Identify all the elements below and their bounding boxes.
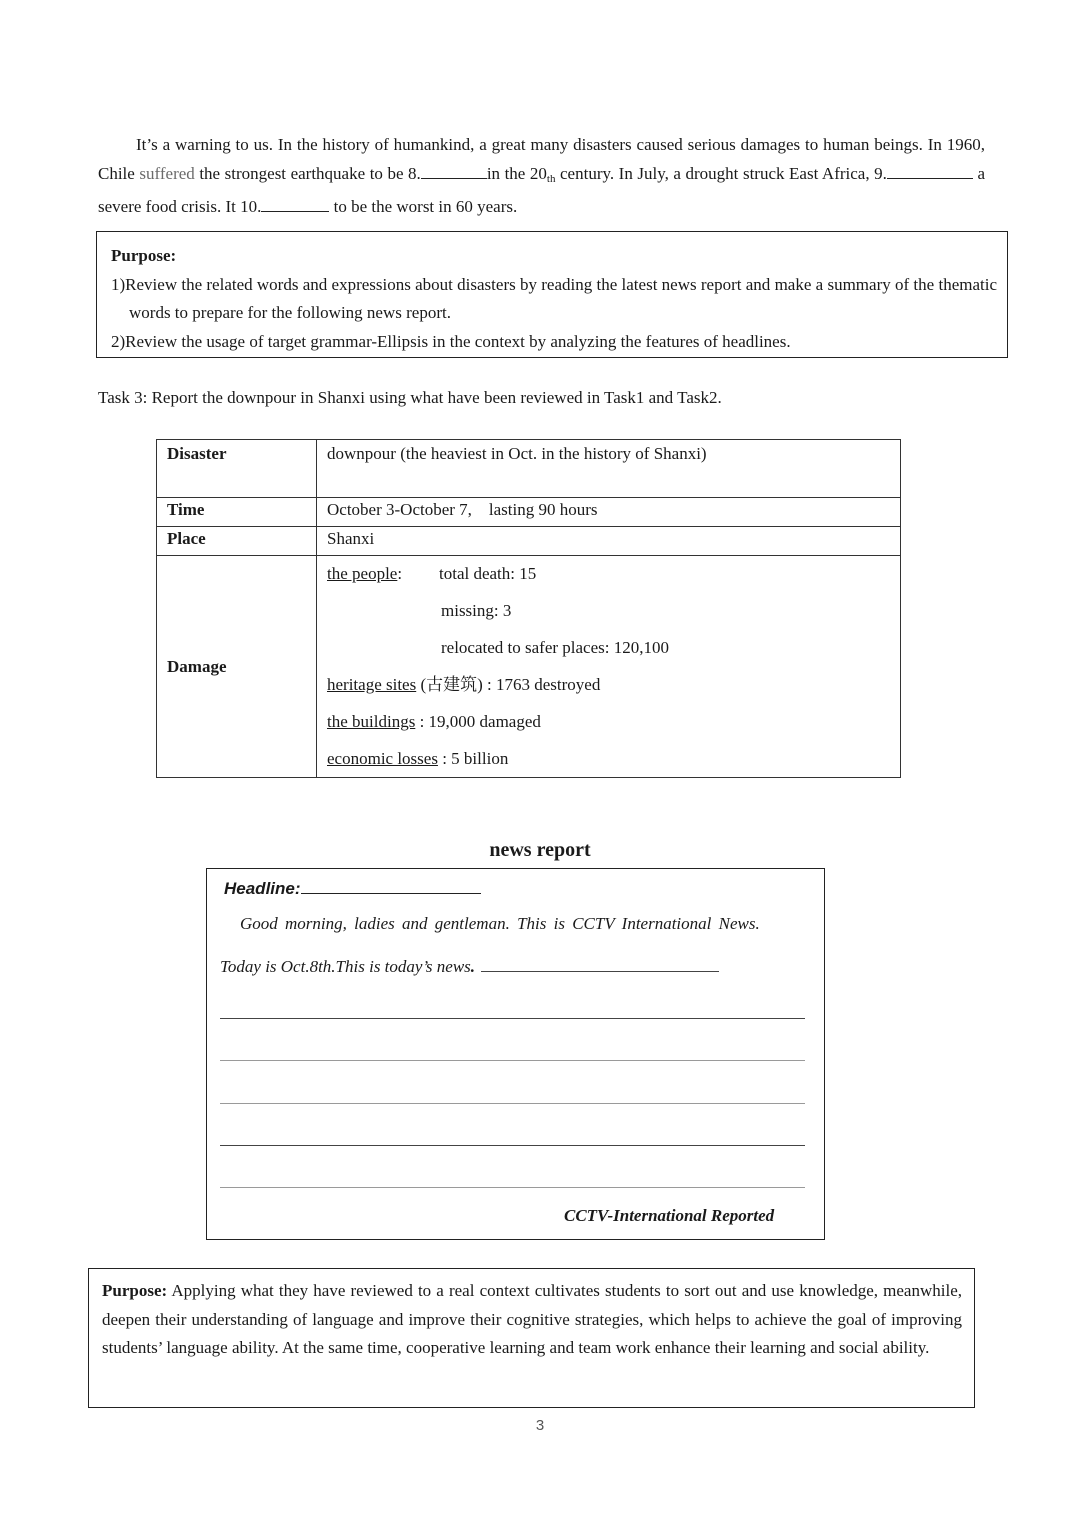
buildings-label: the buildings: [327, 712, 416, 731]
superscript-th: th: [546, 172, 556, 185]
blank-8[interactable]: [421, 163, 487, 179]
disaster-value: downpour (the heaviest in Oct. in the history of Shanxi): [317, 440, 901, 498]
damage-people-row: [327, 560, 890, 597]
writing-line[interactable]: [220, 1060, 805, 1061]
signoff: CCTV-International Reported: [564, 1206, 775, 1225]
place-value: Shanxi: [317, 527, 901, 556]
today-line: [220, 956, 719, 977]
purpose-apply-label: Purpose:: [102, 1281, 168, 1300]
table-row: [157, 498, 901, 527]
writing-line[interactable]: [220, 1103, 805, 1104]
losses-label: economic losses: [327, 749, 438, 768]
time-label: Time: [157, 498, 317, 527]
purpose-label: Purpose:: [111, 246, 177, 265]
purpose-review-box: [96, 231, 1008, 358]
headline-label: Headline:: [224, 879, 301, 898]
damage-details: [317, 556, 901, 778]
buildings-value: : 19,000 damaged: [415, 712, 541, 731]
place-label: Place: [157, 527, 317, 556]
purpose-apply-box: [88, 1268, 975, 1408]
people-label: the people: [327, 564, 398, 583]
table-row: [157, 556, 901, 778]
para-text-2: the strongest earthquake to be 8.: [194, 163, 421, 183]
disaster-label: Disaster: [157, 440, 317, 498]
writing-line[interactable]: [220, 1018, 805, 1019]
para-text-4: century. In July, a drought struck East Africa, 9.: [555, 163, 887, 183]
damage-heritage-row: [327, 671, 890, 708]
task3-instruction: Task 3: Report the downpour in Shanxi using what have been reviewed in Task1 and Task2.: [98, 388, 722, 407]
table-row: [157, 440, 901, 498]
purpose-item-1: 1)Review the related words and expressions about disasters by reading the latest news report and make a summary of the thematic words to prepare for the following news report.: [111, 274, 997, 322]
relocated: relocated to safer places: 120,100: [441, 638, 669, 657]
intro-paragraph: [98, 131, 985, 222]
total-death: total death: 15: [439, 564, 537, 583]
para-text-1: It’s a warning to us. In the history of humankind, a great many disasters caused serious damages to human beings. In 1960, Chile: [98, 135, 985, 183]
para-text-6: to be the worst in 60 years.: [329, 197, 518, 216]
headline-blank[interactable]: [301, 878, 481, 894]
heritage-value: (古建筑) : 1763 destroyed: [416, 675, 601, 694]
people-colon: :: [397, 564, 403, 583]
table-row: [157, 527, 901, 556]
writing-line[interactable]: [220, 1187, 805, 1188]
damage-buildings-row: [327, 708, 890, 745]
today-dot: .: [470, 957, 476, 976]
page-number: 3: [535, 1417, 545, 1434]
blank-10[interactable]: [261, 196, 329, 212]
headline-row: [224, 878, 481, 899]
heritage-label: heritage sites: [327, 675, 417, 694]
today-text: Today is Oct.8th.This is today’s news: [220, 957, 471, 976]
damage-relocated-row: [327, 634, 890, 671]
missing: missing: 3: [441, 601, 512, 620]
word-suffered: suffered: [139, 163, 195, 183]
disaster-info-table: [156, 439, 901, 778]
writing-line[interactable]: [220, 1145, 805, 1146]
damage-label: Damage: [157, 556, 317, 778]
news-report-title: news report: [489, 839, 591, 861]
today-blank[interactable]: [481, 956, 719, 972]
damage-missing-row: [327, 597, 890, 634]
purpose-apply-text: Applying what they have reviewed to a real context cultivates students to sort out and use knowledge, meanwhile, deepen their understanding of language and improve their cognitive strategies, which helps to achieve the goal of improving students’ language ability. At the same time, cooperative learning and team work enhance their learning and social ability.: [102, 1281, 962, 1357]
damage-losses-row: [327, 745, 890, 775]
blank-9[interactable]: [887, 163, 973, 179]
para-text-3: in the 20: [486, 163, 547, 183]
losses-value: : 5 billion: [437, 749, 509, 768]
greeting-line: Good morning, ladies and gentleman. This is CCTV International News.: [240, 914, 760, 933]
para-text-5: a severe food crisis. It 10.: [98, 163, 985, 216]
purpose-item-2: 2)Review the usage of target grammar-Ellipsis in the context by analyzing the features of headlines.: [111, 331, 791, 351]
time-value: October 3-October 7, lasting 90 hours: [317, 498, 901, 527]
